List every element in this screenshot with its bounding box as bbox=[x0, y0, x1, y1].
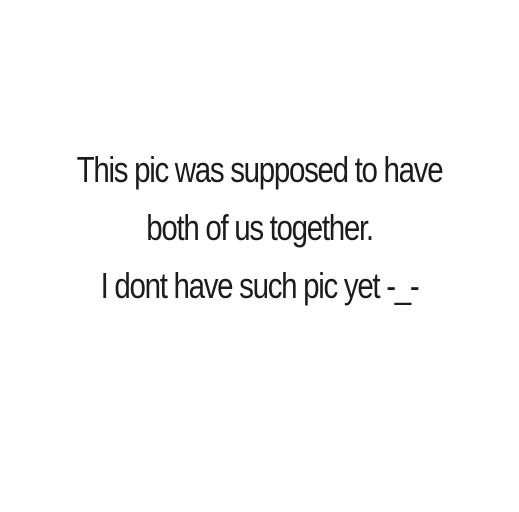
caption-line-3: I dont have such pic yet -_- bbox=[100, 265, 419, 306]
caption-line-1: This pic was supposed to have bbox=[76, 149, 443, 190]
caption-line-2: both of us together. bbox=[146, 207, 373, 248]
caption-text-block bbox=[0, 141, 519, 315]
